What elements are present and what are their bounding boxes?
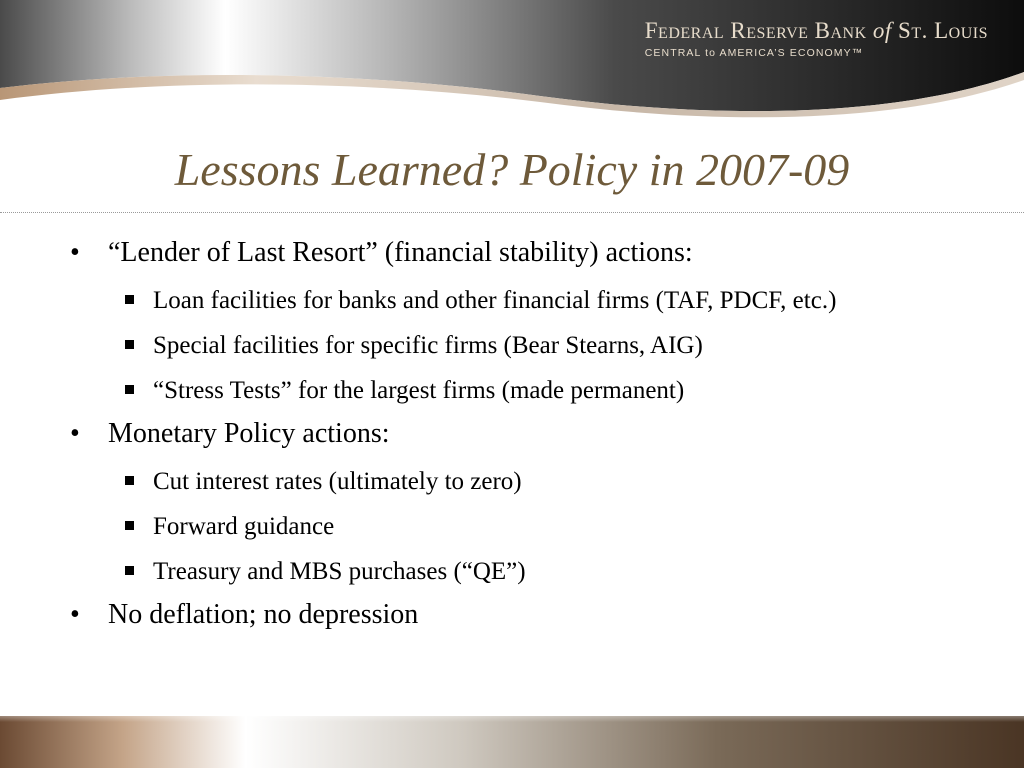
brand-name-part: St. Louis — [898, 18, 988, 43]
sub-bullet-item — [70, 463, 970, 500]
sub-bullet-item — [70, 372, 970, 409]
square-bullet-icon — [125, 521, 134, 530]
footer-bar — [0, 716, 1024, 768]
sub-bullet-text: “Stress Tests” for the largest firms (made permanent) — [153, 377, 685, 404]
sub-bullet-item — [70, 282, 970, 319]
title-divider — [0, 212, 1024, 213]
brand-name — [645, 18, 988, 44]
brand-name-of: of — [872, 18, 892, 43]
slide-title: Lessons Learned? Policy in 2007-09 — [174, 144, 850, 195]
square-bullet-icon — [125, 476, 134, 485]
square-bullet-icon — [125, 566, 134, 575]
sub-bullet-item — [70, 553, 970, 590]
footer-highlight — [0, 716, 1024, 722]
bullet-dot-icon: • — [70, 599, 80, 630]
sub-bullet-text: Forward guidance — [153, 513, 335, 540]
square-bullet-icon — [125, 385, 134, 394]
square-bullet-icon — [125, 295, 134, 304]
bullet-item — [70, 417, 970, 451]
bullet-text: No deflation; no depression — [108, 599, 419, 630]
sub-bullet-text: Cut interest rates (ultimately to zero) — [153, 468, 522, 495]
sub-bullet-text: Loan facilities for banks and other financial firms (TAF, PDCF, etc.) — [153, 287, 837, 314]
bullet-dot-icon: • — [70, 237, 80, 268]
header-banner — [0, 0, 1024, 125]
bullet-text: Monetary Policy actions: — [108, 418, 390, 449]
brand-name-part: Federal Reserve Bank — [644, 18, 867, 43]
sub-bullet-text: Special facilities for specific firms (Bear Stearns, AIG) — [153, 332, 703, 359]
brand-tagline: CENTRAL to AMERICA’S ECONOMY™ — [644, 47, 864, 59]
sub-bullet-text: Treasury and MBS purchases (“QE”) — [153, 558, 526, 585]
fed-stl-logo — [645, 18, 988, 59]
bullet-text: “Lender of Last Resort” (financial stability) actions: — [108, 237, 693, 268]
bullet-dot-icon: • — [70, 418, 80, 449]
sub-bullet-item — [70, 327, 970, 364]
bullet-item — [70, 598, 970, 632]
bullet-item — [70, 236, 970, 270]
sub-bullet-item — [70, 508, 970, 545]
slide-body — [70, 236, 970, 644]
square-bullet-icon — [125, 340, 134, 349]
